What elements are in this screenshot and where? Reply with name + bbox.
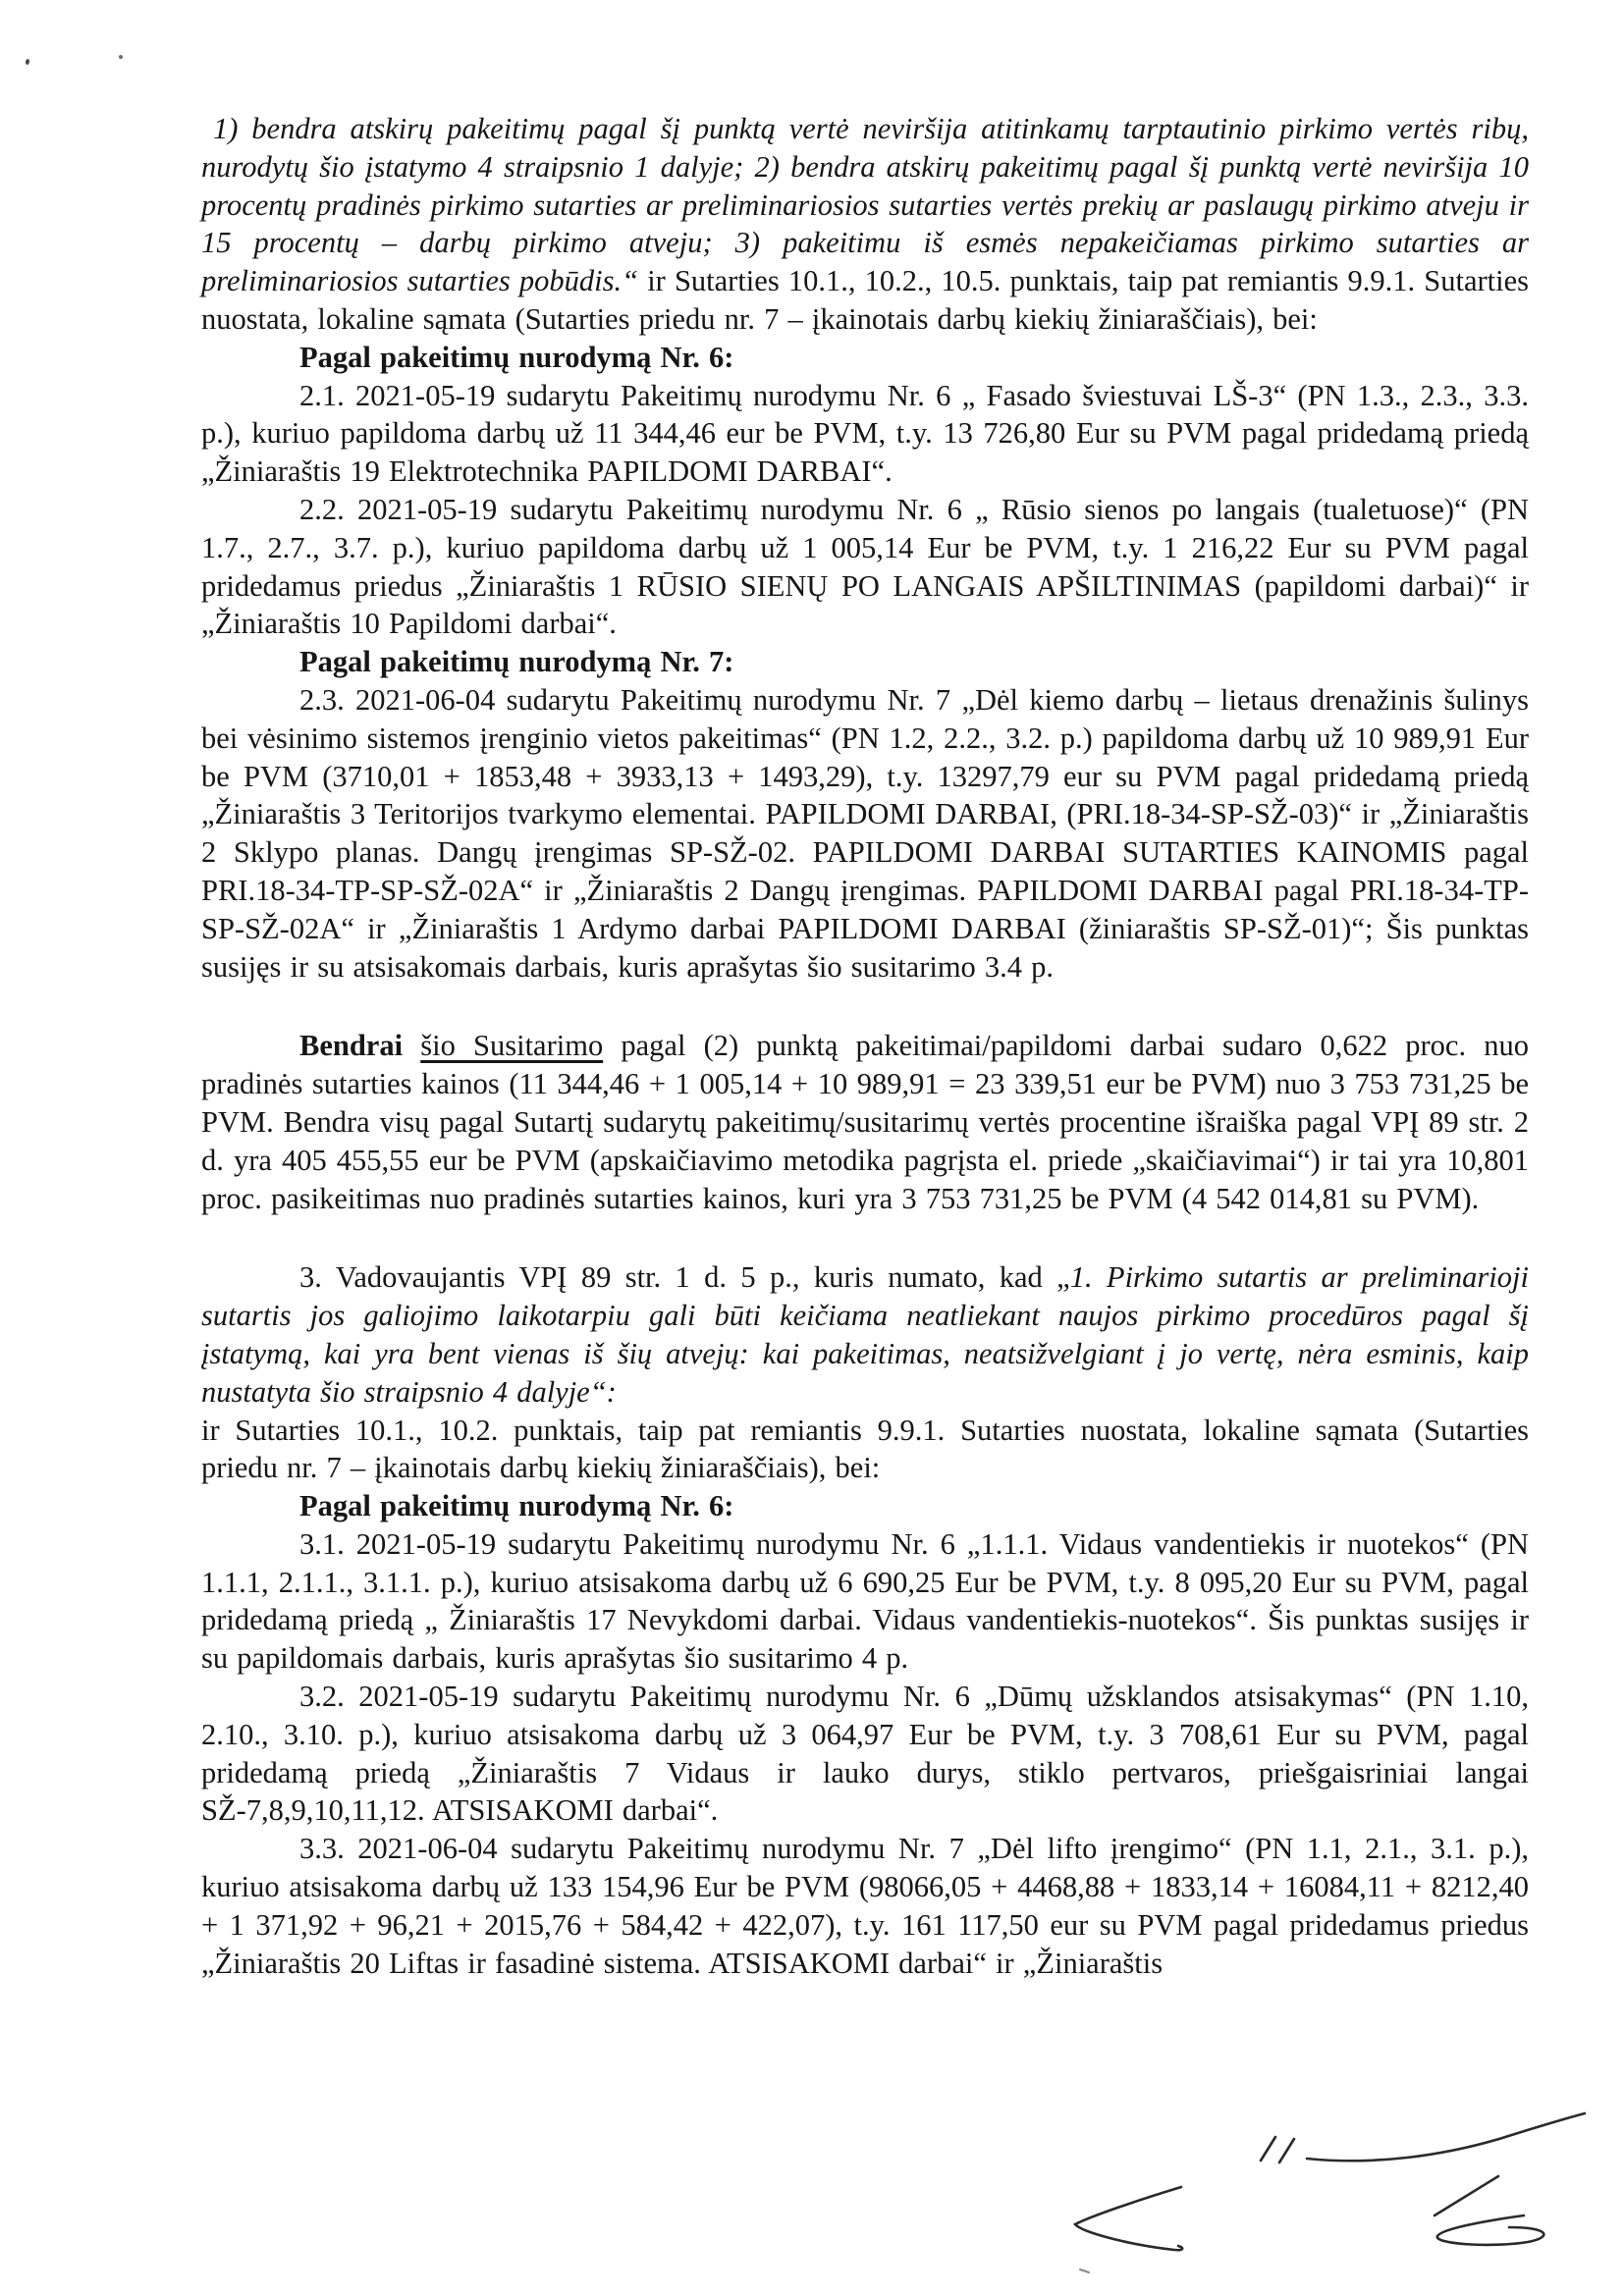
heading-pakeitimu-nurodymas-nr6-first bbox=[201, 339, 1529, 377]
text-run: 3.3. 2021-06-04 sudarytu Pakeitimų nurodymu Nr. 7 „Dėl lifto įrengimo“ (PN 1.1, 2.1., 3.1. p.), kuriuo atsisakoma darbų už 133 154,96 Eur be PVM (98066,05 + 4468,88 + 1833,14 + 16084,11 + 8212,40 + 1 371,92 + 96,21 + 2015,76 + 584,42 + 422,07), t.y. 161 117,50 eur su PVM pagal pridedamus priedus „Žiniaraštis 20 Liftas ir fasadinė sistema. ATSISAKOMI darbai“ ir „Žiniaraštis bbox=[201, 1832, 1529, 1980]
paragraph-intro-quote bbox=[201, 110, 1529, 339]
paragraph-2-2 bbox=[201, 491, 1529, 643]
text-run: 2.2. 2021-05-19 sudarytu Pakeitimų nurodymu Nr. 6 „ Rūsio sienos po langais (tualetuose)“ (PN 1.7., 2.7., 3.7. p.), kuriuo papildoma darbų už 1 005,14 Eur be PVM, t.y. 1 216,22 Eur su PVM pagal pridedamus priedus „Žiniaraštis 1 RŪSIO SIENŲ PO LANGAIS APŠILTINIMAS (papildomi darbai)“ ir „Žiniaraštis 10 Papildomi darbai“. bbox=[201, 492, 1529, 641]
pen-underline-swoosh-icon bbox=[1307, 2113, 1585, 2161]
text-run: ir Sutarties 10.1., 10.2. punktais, taip pat remiantis 9.9.1. Sutarties nuostata, lokaline sąmata (Sutarties priedu nr. 7 – įkainotais darbų kiekių žiniaraščiais), bei: bbox=[201, 1413, 1529, 1485]
paragraph-2-1 bbox=[201, 377, 1529, 491]
pen-right-slash-icon bbox=[1435, 2176, 1498, 2216]
text-run: pagal (2) punktą pakeitimai/papildomi darbai sudaro 0,622 proc. nuo pradinės sutarties kainos (11 344,46 + 1 005,14 + 10 989,91 = 23 339,51 eur be PVM) nuo 3 753 731,25 be PVM. Bendra visų pagal Sutartį sudarytų pakeitimų/susitarimų vertės procentine išraiška pagal VPĮ 89 str. 2 d. yra 405 455,55 eur be PVM (apskaičiavimo metodika pagrįsta el. priede „skaičiavimai“) ir tai yra 10,801 proc. pasikeitimas nuo pradinės sutarties kainos, kuri yra 3 753 731,25 be PVM (4 542 014,81 su PVM). bbox=[201, 1029, 1529, 1215]
pen-left-angle-dot-icon bbox=[1080, 2269, 1089, 2272]
heading-pakeitimu-nurodymas-nr7 bbox=[201, 643, 1529, 681]
paragraph-3-2 bbox=[201, 1678, 1529, 1830]
document-body bbox=[201, 110, 1529, 1982]
paragraph-3-3 bbox=[201, 1830, 1529, 1982]
text-run: 2.1. 2021-05-19 sudarytu Pakeitimų nurodymu Nr. 6 „ Fasado šviestuvai LŠ-3“ (PN 1.3., 2.3., 3.3. p.), kuriuo papildoma darbų už 11 344,46 eur be PVM, t.y. 13 726,80 Eur su PVM pagal pridedamą priedą „Žiniaraštis 19 Elektrotechnika PAPILDOMI DARBAI“. bbox=[201, 378, 1529, 489]
pen-double-tick-icon bbox=[1261, 2137, 1294, 2163]
text-run: šio Susitarimo bbox=[420, 1029, 604, 1063]
text-run: ir Sutarties 10.1., 10.2., 10.5. punktais, taip pat remiantis 9.9.1. Sutarties nuostata, lokaline sąmata (Sutarties priedu nr. 7 – įkainotais darbų kiekių žiniaraščiais), bei: bbox=[201, 264, 1529, 336]
text-run: 1. Pirkimo sutartis ar preliminarioji sutartis jos galiojimo laikotarpiu gali būti keičiama neatliekant naujos pirkimo procedūros pagal šį įstatymą, kai yra bent vienas iš šių atvejų: kai pakeitimas, neatsižvelgiant į jo vertę, nėra esminis, kaip nustatyta šio straipsnio 4 dalyje“: bbox=[201, 1260, 1529, 1409]
scan-speck bbox=[25, 59, 29, 66]
text-run: 3.1. 2021-05-19 sudarytu Pakeitimų nurodymu Nr. 6 „1.1.1. Vidaus vandentiekis ir nuotekos“ (PN 1.1.1, 2.1.1., 3.1.1. p.), kuriuo atsisakoma darbų už 6 690,25 Eur be PVM, t.y. 8 095,20 Eur su PVM, pagal pridedamą priedą „ Žiniaraštis 17 Nevykdomi darbai. Vidaus vandentiekis-nuotekos“. Šis punktas susijęs ir su papildomais darbais, kuris aprašytas šio susitarimo 4 p. bbox=[201, 1526, 1529, 1676]
paragraph-2-3 bbox=[201, 681, 1529, 986]
paragraph-ir-sutarties bbox=[201, 1412, 1529, 1488]
text-run: 3. Vadovaujantis VPĮ 89 str. 1 d. 5 p., kuris numato, kad „ bbox=[299, 1260, 1070, 1295]
text-run: Pagal pakeitimų nurodymą Nr. 6: bbox=[299, 1489, 734, 1523]
text-run: 1) bendra atskirų pakeitimų pagal šį punktą vertė neviršija atitinkamų tarptautinio pirkimo vertės ribų, nurodytų šio įstatymo 4 straipsnio 1 dalyje; 2) bendra atskirų pakeitimų pagal šį punktą vertė neviršija 10 procentų pradinės pirkimo sutarties ar preliminariosios sutarties vertės prekių ar paslaugų pirkimo atveju ir 15 procentų – darbų pirkimo atveju; 3) pakeitimu iš esmės nepakeičiamas pirkimo sutarties ar preliminariosios sutarties pobūdis.“ bbox=[201, 112, 1529, 298]
pen-right-loop-icon bbox=[1437, 2216, 1544, 2245]
text-run: Bendrai bbox=[299, 1029, 421, 1063]
text-run: 2.3. 2021-06-04 sudarytu Pakeitimų nurodymu Nr. 7 „Dėl kiemo darbų – lietaus drenažinis šulinys bei vėsinimo sistemos įrenginio vietos pakeitimas“ (PN 1.2, 2.2., 3.2. p.) papildoma darbų už 10 989,91 Eur be PVM (3710,01 + 1853,48 + 3933,13 + 1493,29), t.y. 13297,79 eur su PVM pagal pridedamą priedą „Žiniaraštis 3 Teritorijos tvarkymo elementai. PAPILDOMI DARBAI, (PRI.18-34-SP-SŽ-03)“ ir „Žiniaraštis 2 Sklypo planas. Dangų įrengimas SP-SŽ-02. PAPILDOMI DARBAI SUTARTIES KAINOMIS pagal PRI.18-34-TP-SP-SŽ-02A“ ir „Žiniaraštis 2 Dangų įrengimas. PAPILDOMI DARBAI pagal PRI.18-34-TP-SP-SŽ-02A“ ir „Žiniaraštis 1 Ardymo darbai PAPILDOMI DARBAI (žiniaraštis SP-SŽ-01)“; Šis punktas susijęs ir su atsisakomais darbais, kuris aprašytas šio susitarimo 3.4 p. bbox=[201, 682, 1529, 984]
scan-speck bbox=[119, 55, 123, 59]
paragraph-3-vadovaujantis bbox=[201, 1258, 1529, 1411]
text-run: Pagal pakeitimų nurodymą Nr. 7: bbox=[299, 645, 734, 679]
text-run: 3.2. 2021-05-19 sudarytu Pakeitimų nurodymu Nr. 6 „Dūmų užsklandos atsisakymas“ (PN 1.10, 2.10., 3.10. p.), kuriuo atsisakoma darbų už 3 064,97 Eur be PVM, t.y. 3 708,61 Eur su PVM, pagal pridedamą priedą „Žiniaraštis 7 Vidaus ir lauko durys, stiklo pertvaros, priešgaisriniai langai SŽ-7,8,9,10,11,12. ATSISAKOMI darbai“. bbox=[201, 1680, 1529, 1828]
paragraph-bendrai-summary bbox=[201, 1027, 1529, 1217]
text-run: Pagal pakeitimų nurodymą Nr. 6: bbox=[299, 340, 734, 374]
paragraph-3-1 bbox=[201, 1525, 1529, 1678]
heading-pakeitimu-nurodymas-nr6-second bbox=[201, 1487, 1529, 1525]
pen-left-angle-icon bbox=[1075, 2187, 1182, 2250]
